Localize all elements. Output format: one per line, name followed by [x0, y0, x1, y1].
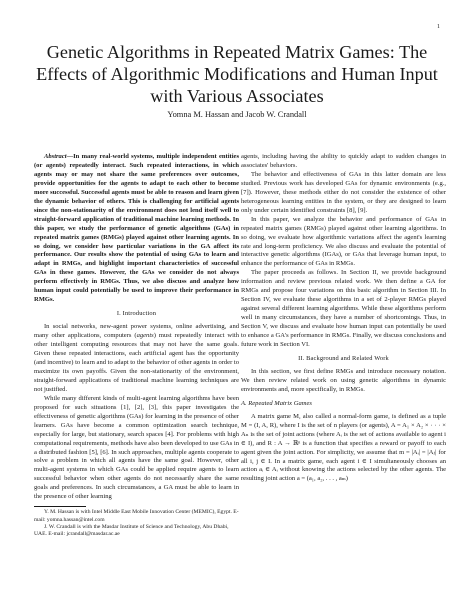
section-heading-introduction: I. Introduction: [116, 310, 157, 318]
repeated-matrix-games-paragraph: A matrix game M, also called a normal-form game, is defined as a tuple M = (I, A, R), where I is the set of n players (or agents), A = A₁ × A₂ × · · · × Aₙ is the set of joint actions (where Aᵢ is the set of actions available to agent i ∈ I), and R : A → ℝⁿ is a function that specifies a reward or payoff to each agent given the joint action. For simplicity, we assume that m = |Aᵢ| = |Aⱼ| for all i, j ∈ I. In a matrix game, each agent i ∈ I simultaneously chooses an action aᵢ ∈ Aᵢ without knowing the actions selected by the other agents. The resulting joint action a = (a₁, a₂, . . . , aₘ): [241, 412, 446, 483]
background-paragraph-1: In this section, we first define RMGs and introduce necessary notation. We then review related work on using genetic algorithms in dynamic environments and, more specifically, in RMGs.: [241, 367, 446, 393]
intro-p1-text-a: In social networks, new-agent power systems, online advertising, and many other applications, computers (: [34, 323, 239, 340]
paper-title: Genetic Algorithms in Repeated Matrix Games: The Effects of Algorithmic Modifications and Human Input with Various Associates: [36, 42, 438, 106]
abstract-label: Abstract: [44, 153, 67, 160]
footnote-rule: [34, 506, 86, 507]
intro-continued-paragraph: agents, including having the ability to quickly adapt to sudden changes in associates' behaviors.: [241, 153, 446, 169]
intro-paragraph-1: [34, 323, 239, 395]
footnote-crandall: J. W. Crandall is with the Masdar Institute of Science and Technology, Abu Dhabi, UAE. E-mail: jcrandall@masdar.ac.ae: [34, 524, 229, 538]
abstract: [34, 153, 239, 305]
intro-p1-text-b: ) must repeatedly interact with other intelligent computing resources that may not have the same goals. Given these repeated interactions, each artificial agent has the opportunity (and incentive) to learn and to adapt to the behavior of other agents in order to maximize its own payoffs. Given the non-stationarity of the environment, straight-forward applications of traditional machine learning techniques are not justified.: [34, 332, 239, 393]
abstract-text: —In many real-world systems, multiple independent entities (or agents) repeatedly interact. Such repeated interactions, in which agents may or may not share the same preferences over outcomes, provide opportunities for the agents to adapt to each other to become more successful. Successful agents must be able to reason and learn given the dynamic behavior of others. This is challenging for artificial agents since the non-stationarity of the environment does not lend itself well to straight-forward application of traditional machine learning methods. In this paper, we study the performance of genetic algorithms (GAs) in repeated matrix games (RMGs) played against other learning agents. In so doing, we consider how particular variations in the GA affect its performance. Our results show the potential of using GAs to learn and adapt in RMGs, and highlight important characteristics of successful GAs in these games. However, the GAs we consider do not always perform effectively in RMGs. Thus, we also discuss and analyze how human input could potentially be used to improve their performance in RMGs.: [34, 153, 239, 304]
right-column: [241, 153, 446, 484]
subsection-heading-repeated-matrix-games: A. Repeated Matrix Games: [241, 399, 312, 407]
section-heading-background: II. Background and Related Work: [298, 354, 389, 362]
intro-paragraph-4: In this paper, we analyze the behavior and performance of GAs in repeated matrix games (RMGs) played against other learning algorithms. In so doing, we evaluate how algorithmic variations affect the agent's learning rate and long-term proficiency. We also discuss and evaluate the potential of interactive genetic algorithms (IGAs), or GAs that leverage human input, to enhance the performance of GAs in RMGs.: [241, 215, 446, 268]
page-number: 1: [437, 24, 440, 30]
intro-paragraph-2: While many different kinds of multi-agent learning algorithms have been proposed for such situations [1], [2], [3], this paper investigates the effectiveness of genetic algorithms (GAs) for learning in the presence of other learners. GAs have become a common optimization search technique, especially for large, but stationary, search spaces [4]. For problems with high computational requirements, methods have also been developed to use GAs in a distributed fashion [5], [6]. In such approaches, multiple agents cooperate to solve a problem in which all agents have the same goal. However, other multi-agent systems in which GAs could be applied require agents to learn successful behavior when other agents do not necessarily share the same goals and preferences. In such circumstances, a GA must be able to learn in the presence of other learning: [34, 394, 239, 501]
intro-p1-emphasis: agents: [136, 332, 154, 340]
left-column: [34, 153, 239, 539]
footnote-hassan: Y. M. Hassan is with Intel Middle East Mobile Innovation Center (MEMIC), Egypt. E-mail: yomna.hassan@intel.com: [34, 509, 239, 523]
authors: Yomna M. Hassan and Jacob W. Crandall: [167, 110, 307, 119]
intro-paragraph-3: The behavior and effectiveness of GAs in this latter domain are less studied. Previous work has developed GAs for dynamic environments (e.g., [7]). However, these methods either do not consider the existence of other heterogeneous learning entities in the system, or they are designed to learn only under certain identified constraints [8], [9].: [241, 170, 446, 214]
intro-paragraph-5: The paper proceeds as follows. In Section II, we provide background information and review previous related work. We then define a GA for RMGs and propose four variations on this basic algorithm in Section III. In Section IV, we evaluate these algorithms in a set of 2-player RMGs played against several different learning algorithms. While these algorithms perform well in many circumstances, they have a number of shortcomings. Thus, in Section V, we discuss and evaluate how human input can potentially be used to enhance a GA's performance in RMGs. Finally, we discuss conclusions and future work in Section VI.: [241, 269, 446, 349]
